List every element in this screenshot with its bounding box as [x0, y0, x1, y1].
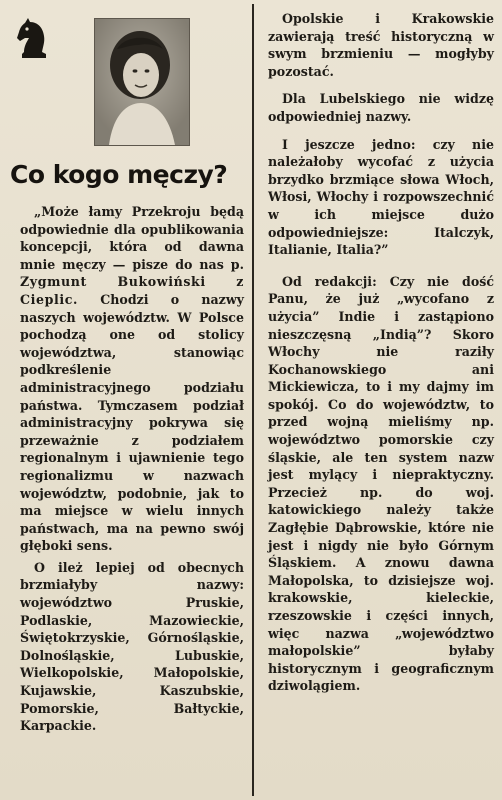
author-portrait: [94, 18, 190, 146]
article-headline: Co kogo męczy?: [10, 160, 228, 189]
paragraph-1: [20, 203, 244, 555]
paragraph-1-continued: Chodzi o nazwy naszych województw. W Polsce pochodzą one od stolicy województwa, stanowiąc podkreślenie administracyjnego podziału państwa. Tymczasem podział administracyjny pokrywa się przeważnie z podziałem regionalnym i ujawnienie tego regionalizmu w nazwach województw, podobnie, jak to ma miejsce w wielu innych państwach, ma na pewno swój głęboki sens.: [20, 291, 244, 554]
right-column: [262, 6, 496, 794]
paragraph-4: Dla Lubelskiego nie widzę odpowiedniej nazwy.: [268, 91, 494, 124]
paragraph-1-text: „Może łamy Przekroju będą odpowiednie dla opublikowania koncepcji, która od dawna mnie męczy — pisze do nas p.: [20, 204, 244, 272]
paragraph-2: O ileż lepiej od obecnych brzmiałyby nazwy: województwo Pruskie, Podlaskie, Mazowieckie, Świętokrzyskie, Górnośląskie, Dolnośląskie, Lubuskie, Wielkopolskie, Małopolskie, Kujawskie, Kaszubskie, Pomorskie, Bałtyckie, Karpackie.: [20, 559, 244, 734]
left-column: [8, 6, 246, 794]
editor-reply-text: Czy nie dość Panu, że już „wycofano z użycia” Indie i zastąpiono nieszczęsną „Indią”? Skoro Włochy nie raziły Kochanowskiego ani Mickiewicza, to i my dajmy im spokój. Co do województw, to przed wojną mieliśmy np. województwo pomorskie czy śląskie, ale ten system nazw jest mylący i niepraktyczny. Przecież np. do woj. katowickiego należy także Zagłębie Dąbrowskie, które nie jest i nigdy nie było Górnym Śląskiem. A znowu dawna Małopolska, to dzisiejsze woj. krakowskie, kieleckie, rzeszowskie i części innych, więc nazwa „województwo małopolskie” byłaby historycznym i geograficznym dziwolągiem.: [268, 273, 494, 694]
paragraph-3: Opolskie i Krakowskie zawierają treść historyczną w swym brzmieniu — mogłyby pozostać.: [268, 11, 494, 79]
left-body: [20, 203, 244, 739]
paragraph-5: I jeszcze jedno: czy nie należałoby wycofać z użycia brzydko brzmiące słowa Włoch, Włosi, Włochy i rozpowszechnić w ich miejsce dużo odpowiedniejsze: Italczyk, Italianie, Italia?”: [268, 136, 494, 258]
column-divider: [252, 4, 254, 796]
editor-label: Od redakcji:: [282, 273, 377, 289]
right-body: [268, 10, 494, 705]
author-name: Zygmunt Bukowiński z Cieplic.: [20, 274, 244, 307]
chess-knight-icon: [14, 16, 54, 60]
editor-reply: [268, 273, 494, 695]
